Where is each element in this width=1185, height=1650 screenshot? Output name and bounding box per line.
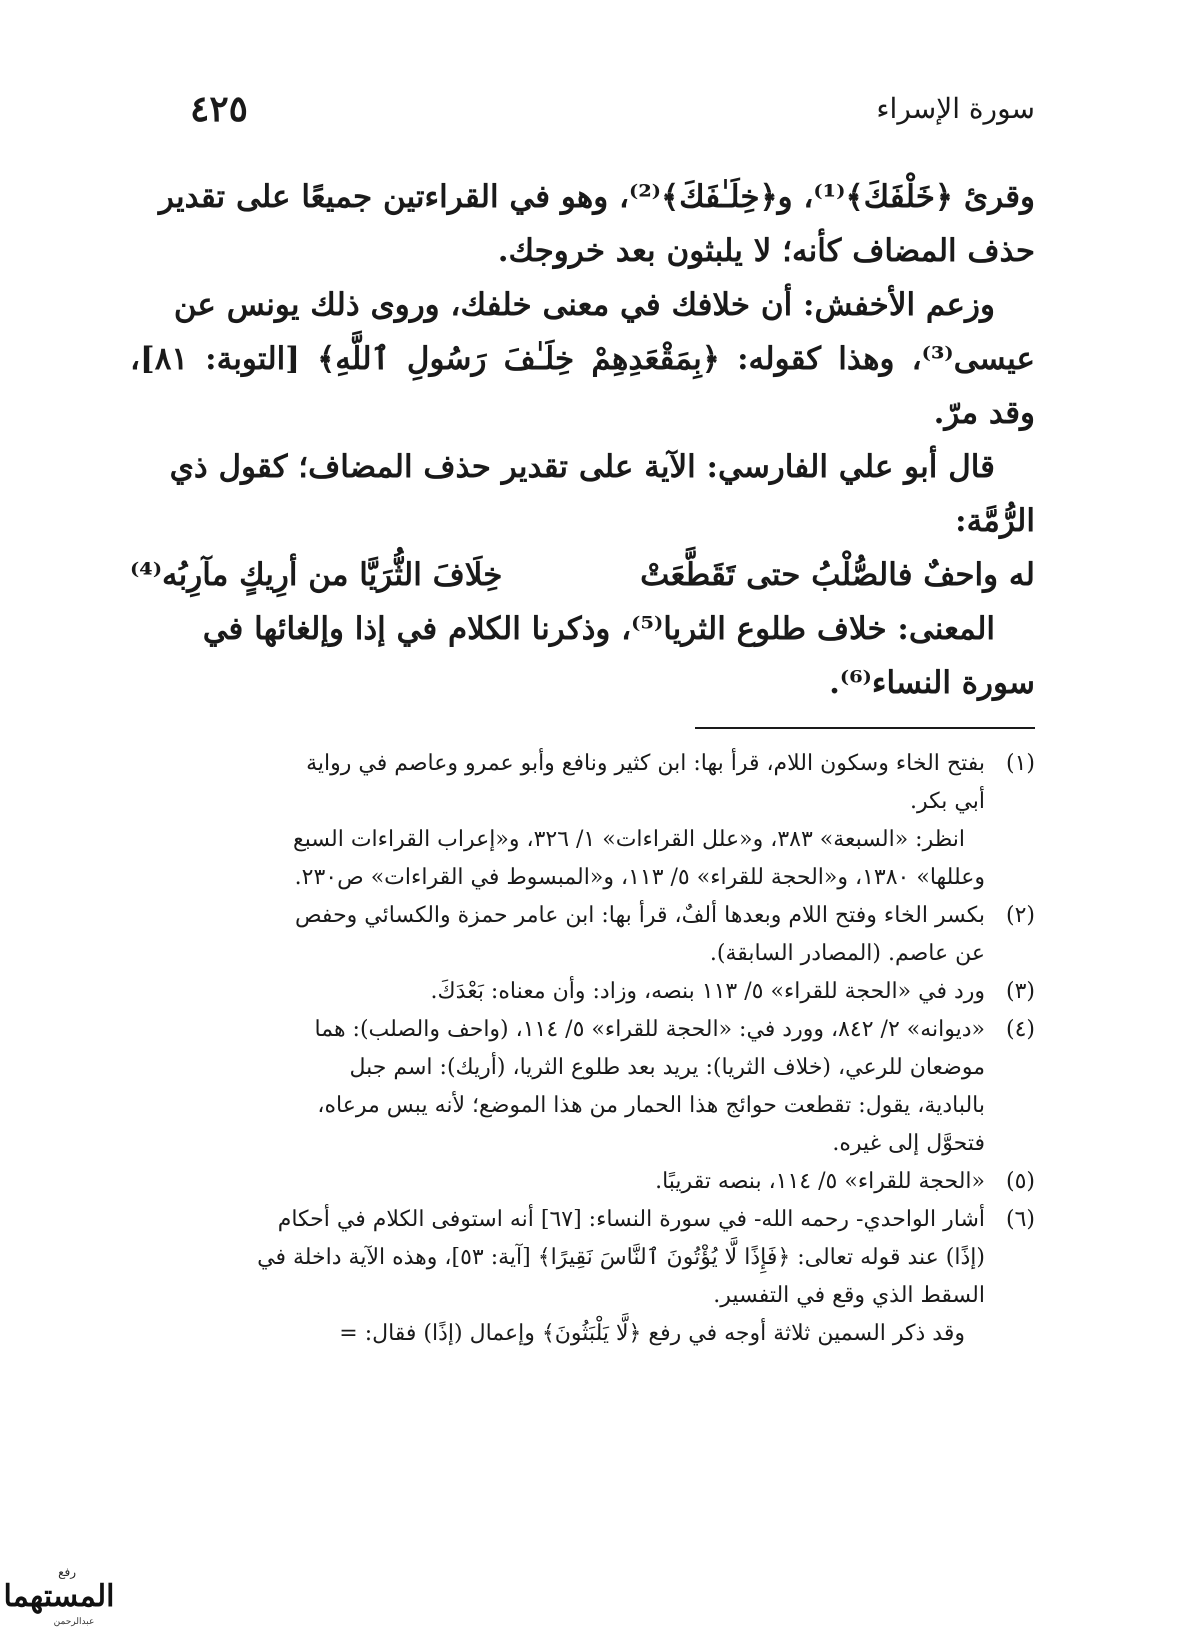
footnote-6-line-4: وقد ذكر السمين ثلاثة أوجه في رفع ﴿لَّا يَلْبَثُونَ﴾ وإعمال (إذًا) فقال: = <box>339 1321 965 1346</box>
paragraph-1-line-1: وقرئ ﴿خَلْفَكَ﴾⁽¹⁾، و﴿خِلَـٰفَكَ﴾⁽²⁾، وهو في القراءتين جميعًا على تقدير <box>158 179 1035 215</box>
paragraph-2-line-2: عيسى⁽³⁾، وهذا كقوله: ﴿بِمَقْعَدِهِمْ خِلَـٰفَ رَسُولِ ٱللَّهِ﴾ [التوبة: ٨١]، وقد مرّ. <box>130 341 1035 431</box>
stamp-main-text: المستهما <box>4 1579 114 1614</box>
footnote-2 <box>130 897 1035 935</box>
footnote-text: «الحجة للقراء» ٥/ ١١٤، بنصه تقريبًا. <box>655 1169 985 1194</box>
footnote-text: بكسر الخاء وفتح اللام وبعدها ألفٌ، قرأ بها: ابن عامر حمزة والكسائي وحفص <box>294 903 985 928</box>
footnote-1 <box>130 745 1035 783</box>
footnote-separator <box>695 727 1035 729</box>
footnote-text: أشار الواحدي- رحمه الله- في سورة النساء: [٦٧] أنه استوفى الكلام في أحكام <box>277 1207 985 1232</box>
library-stamp-logo <box>4 1560 114 1630</box>
footnote-4-line-3: بالبادية، يقول: تقطعت حوائج هذا الحمار من هذا الموضع؛ لأنه يبس مرعاه، <box>317 1093 985 1118</box>
footnote-5 <box>130 1163 1035 1201</box>
paragraph-3-line-1: قال أبو علي الفارسي: الآية على تقدير حذف المضاف؛ كقول ذي <box>169 449 995 485</box>
footnote-6-line-2: (إذًا) عند قوله تعالى: ﴿فَإِذًا لَّا يُؤْتُونَ ٱلنَّاسَ نَقِيرًا﴾ [آية: ٥٣]، وهذه الآية داخلة في <box>257 1245 985 1270</box>
footnote-1-line-4: وعللها» ١٣٨٠، و«الحجة للقراء» ٥/ ١١٣، و«المبسوط في القراءات» ص٢٣٠. <box>294 865 985 890</box>
footnote-number: (٤) <box>1005 1017 1035 1042</box>
footnote-text: «ديوانه» ٢/ ٨٤٢، وورد في: «الحجة للقراء» ٥/ ١١٤، (واحف والصلب): هما <box>314 1017 985 1042</box>
page-number: ٤٢٥ <box>190 88 249 130</box>
footnote-3 <box>130 973 1035 1011</box>
footnote-text: ورد في «الحجة للقراء» ٥/ ١١٣ بنصه، وزاد: وأن معناه: بَعْدَكَ. <box>430 979 985 1004</box>
stamp-sub-text: عبدالرحمن <box>53 1617 95 1627</box>
stamp-top-text: رفع <box>58 1565 76 1579</box>
footnote-number: (٢) <box>1005 903 1035 928</box>
footnotes <box>130 745 1035 1353</box>
footnote-1-line-2: أبي بكر. <box>910 789 985 814</box>
footnote-4-line-2: موضعان للرعي، (خلاف الثريا): يريد بعد طلوع الثريا، (أريك): اسم جبل <box>349 1055 985 1080</box>
footnote-number: (٦) <box>1005 1207 1035 1232</box>
verse-first-hemistich: له واحفٌ فالصُّلْبُ حتى تَقَطَّعَتْ <box>640 557 1035 593</box>
footnote-6-line-3: السقط الذي وقع في التفسير. <box>713 1283 985 1308</box>
footnote-1-line-3: انظر: «السبعة» ٣٨٣، و«علل القراءات» ١/ ٣٢٦، و«إعراب القراءات السبع <box>293 827 965 852</box>
footnote-number: (٣) <box>1005 979 1035 1004</box>
paragraph-3-line-2: الرُّمَّة: <box>955 503 1035 539</box>
footnote-number: (٥) <box>1005 1169 1035 1194</box>
paragraph-1-line-2: حذف المضاف كأنه؛ لا يلبثون بعد خروجك. <box>497 233 1035 269</box>
footnote-2-line-2: عن عاصم. (المصادر السابقة). <box>709 941 985 966</box>
footnote-text: بفتح الخاء وسكون اللام، قرأ بها: ابن كثير ونافع وأبو عمرو وعاصم في رواية <box>306 751 985 776</box>
paragraph-4-line-1: المعنى: خلاف طلوع الثريا⁽⁵⁾، وذكرنا الكلام في إذا وإلغائها في <box>202 611 995 647</box>
paragraph-2-line-1: وزعم الأخفش: أن خلافك في معنى خلفك، وروى ذلك يونس عن <box>173 287 995 323</box>
footnote-4-line-4: فتحوَّل إلى غيره. <box>832 1131 985 1156</box>
poetry-verse <box>130 548 1035 602</box>
paragraph-4-line-2: سورة النساء⁽⁶⁾. <box>829 665 1035 701</box>
page-header <box>150 88 1035 138</box>
footnote-number: (١) <box>1005 751 1035 776</box>
footnote-4 <box>130 1011 1035 1049</box>
running-title: سورة الإسراء <box>876 92 1035 125</box>
footnote-6 <box>130 1201 1035 1239</box>
main-text <box>130 170 1035 710</box>
verse-second-hemistich: خِلَافَ الثُّرَيَّا من أرِيكٍ مآرِبُه⁽⁴⁾ <box>130 557 503 593</box>
